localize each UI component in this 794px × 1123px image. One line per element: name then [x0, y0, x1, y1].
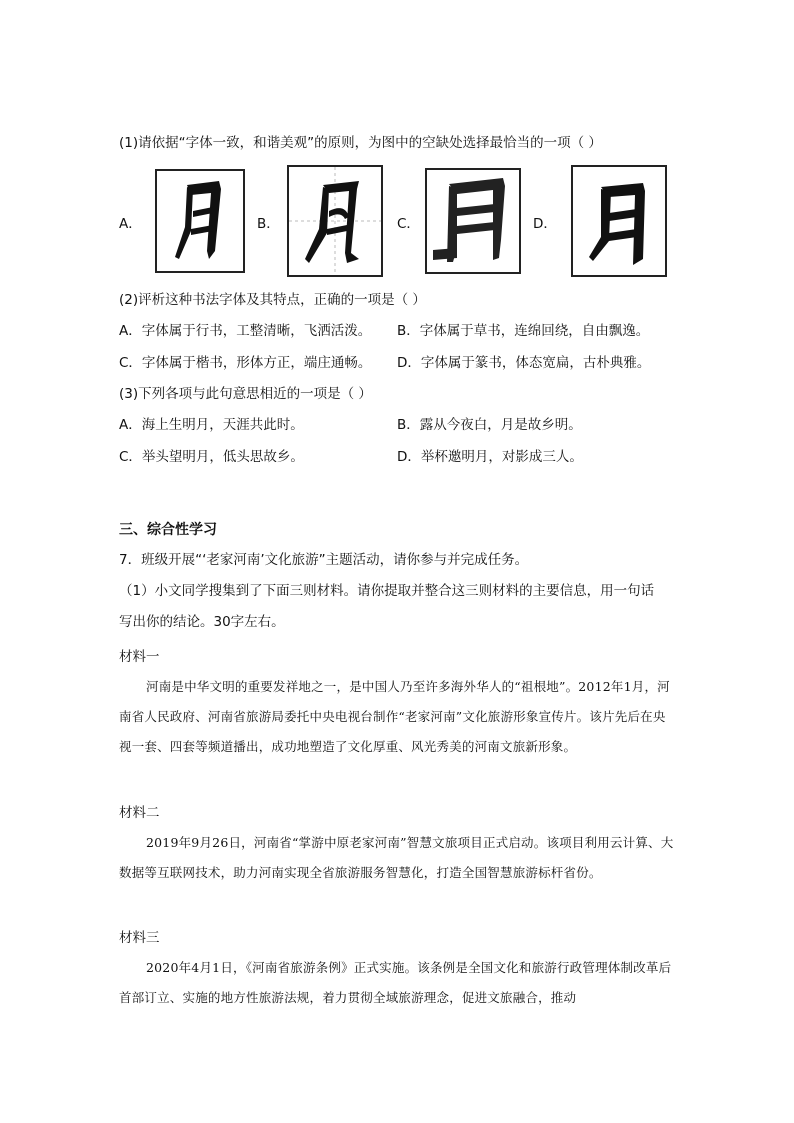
- options-row: [119, 165, 679, 277]
- option-d[interactable]: [533, 165, 679, 277]
- option-letter: A．: [119, 216, 142, 232]
- material-2-text: 2019年9月26日，河南省“掌游中原老家河南”智慧文旅项目正式启动。该项目利用云计算、大数据等互联网技术，助力河南实现全省旅游服务智慧化，打造全国智慧旅游标杆省份。: [119, 835, 674, 880]
- option-a[interactable]: [119, 165, 249, 277]
- question-3-text: (3)下列各项与此句意思相近的一项是（ ）: [119, 386, 372, 402]
- calligraphy-yue-regular-icon: [573, 167, 665, 275]
- calligraphy-yue-cursive-icon: [289, 167, 381, 275]
- q3-option-b[interactable]: B．露从今夜白，月是故乡明。: [397, 417, 582, 433]
- glyph-frame: [571, 165, 667, 277]
- option-letter: D．: [533, 216, 557, 232]
- task-1-line-2: 写出你的结论。30字左右。: [119, 614, 285, 630]
- option-letter: C．: [397, 216, 420, 232]
- material-1-label: 材料一: [119, 649, 160, 665]
- material-3-label: 材料三: [119, 930, 160, 946]
- option-b[interactable]: [257, 165, 392, 277]
- glyph-frame: [287, 165, 383, 277]
- q2-option-d[interactable]: D．字体属于篆书，体态宽扁，古朴典雅。: [397, 355, 651, 371]
- question-7-text: 7．班级开展“‘老家河南’文化旅游”主题活动，请你参与并完成任务。: [119, 552, 529, 568]
- q2-option-b[interactable]: B．字体属于草书，连绵回绕，自由飘逸。: [397, 323, 650, 339]
- q2-option-c[interactable]: C．字体属于楷书，形体方正，端庄通畅。: [119, 355, 372, 371]
- question-2-text: (2)评析这种书法字体及其特点，正确的一项是（ ）: [119, 292, 426, 308]
- q3-option-a[interactable]: A．海上生明月，天涯共此时。: [119, 417, 304, 433]
- task-1-line-1: （1）小文同学搜集到了下面三则材料。请你提取并整合这三则材料的主要信息，用一句话: [119, 583, 655, 599]
- option-c[interactable]: [397, 165, 537, 277]
- question-1-text: (1)请依据“字体一致，和谐美观”的原则，为图中的空缺处选择最恰当的一项（ ）: [119, 135, 602, 151]
- option-letter: B．: [257, 216, 280, 232]
- q3-option-d[interactable]: D．举杯邀明月，对影成三人。: [397, 449, 583, 465]
- glyph-frame: [425, 168, 521, 274]
- material-3-text: 2020年4月1日，《河南省旅游条例》正式实施。该条例是全国文化和旅游行政管理体制改革后首部订立、实施的地方性旅游法规，着力贯彻全域旅游理念，促进文旅融合，推动: [119, 960, 672, 1005]
- glyph-frame: [155, 169, 245, 273]
- calligraphy-yue-seal-icon: [427, 170, 519, 272]
- q2-option-a[interactable]: A．字体属于行书，工整清晰，飞洒活泼。: [119, 323, 372, 339]
- section-heading: 三、综合性学习: [119, 522, 217, 538]
- q3-option-c[interactable]: C．举头望明月，低头思故乡。: [119, 449, 304, 465]
- material-2-label: 材料二: [119, 805, 160, 821]
- calligraphy-yue-semicursive-icon: [157, 171, 243, 271]
- material-1-text: 河南是中华文明的重要发祥地之一，是中国人乃至许多海外华人的“祖根地”。2012年1月，河南省人民政府、河南省旅游局委托中央电视台制作“老家河南”文化旅游形象宣传片。该片先后在央视一套、四套等频道播出，成功地塑造了文化厚重、风光秀美的河南文旅新形象。: [119, 679, 670, 754]
